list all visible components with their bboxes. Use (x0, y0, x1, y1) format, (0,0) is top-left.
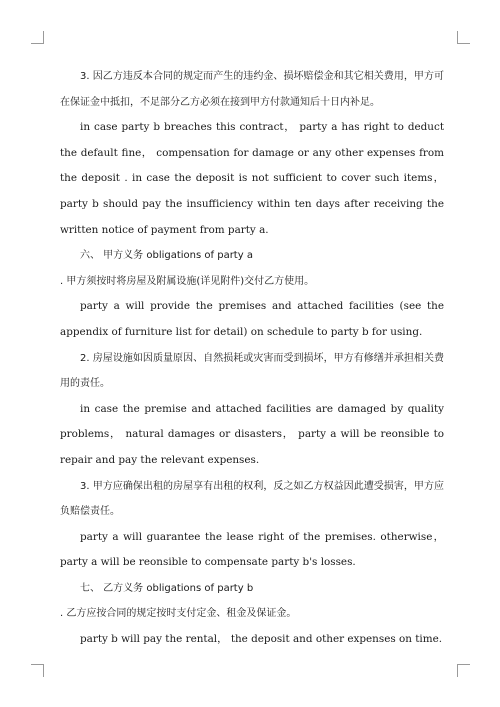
document-body (60, 64, 444, 653)
section-heading: 七、 乙方义务 obligations of party b (80, 582, 254, 594)
page-corner-mark-top-left (31, 31, 44, 44)
paragraph: party b will pay the rental， the deposit and other expenses on time. (80, 633, 443, 646)
paragraph: in case party b breaches this contract， party a has right to deduct the default fine， compensation for damage or any other expenses from the deposit . in case the deposit is not sufficient to cover such items， party b should pay the insufficiency within ten days after receiving the written notice of payment from party a. (60, 121, 444, 236)
paragraph: 3. 甲方应确保出租的房屋享有出租的权利，反之如乙方权益因此遭受损害，甲方应负赔偿责任。 (60, 480, 444, 518)
page-corner-mark-bottom-right (457, 664, 470, 677)
paragraph: . 乙方应按合同的规定按时支付定金、租金及保证金。 (60, 608, 297, 620)
paragraph: 2. 房屋设施如因质量原因、自然损耗或灾害而受到损坏，甲方有修缮并承担相关费用的责任。 (60, 352, 444, 390)
paragraph: in case the premise and attached facilities are damaged by quality problems， natural damages or disasters， party a will be reonsible to repair and pay the relevant expenses. (60, 402, 444, 466)
paragraph: 3. 因乙方违反本合同的规定而产生的违约金、损坏赔偿金和其它相关费用，甲方可在保证金中抵扣，不足部分乙方必须在接到甲方付款通知后十日内补足。 (60, 71, 444, 108)
page-corner-mark-bottom-left (31, 664, 44, 677)
section-heading: 六、 甲方义务 obligations of party a (80, 250, 253, 262)
paragraph: party a will guarantee the lease right of the premises. otherwise， party a will be reonsible to compensate party b's losses. (60, 530, 444, 569)
paragraph: party a will provide the premises and attached facilities (see the appendix of furniture list for detail) on schedule to party b for using. (60, 300, 444, 338)
page-corner-mark-top-right (457, 31, 470, 44)
paragraph: . 甲方须按时将房屋及附属设施(详见附件)交付乙方使用。 (60, 275, 315, 287)
